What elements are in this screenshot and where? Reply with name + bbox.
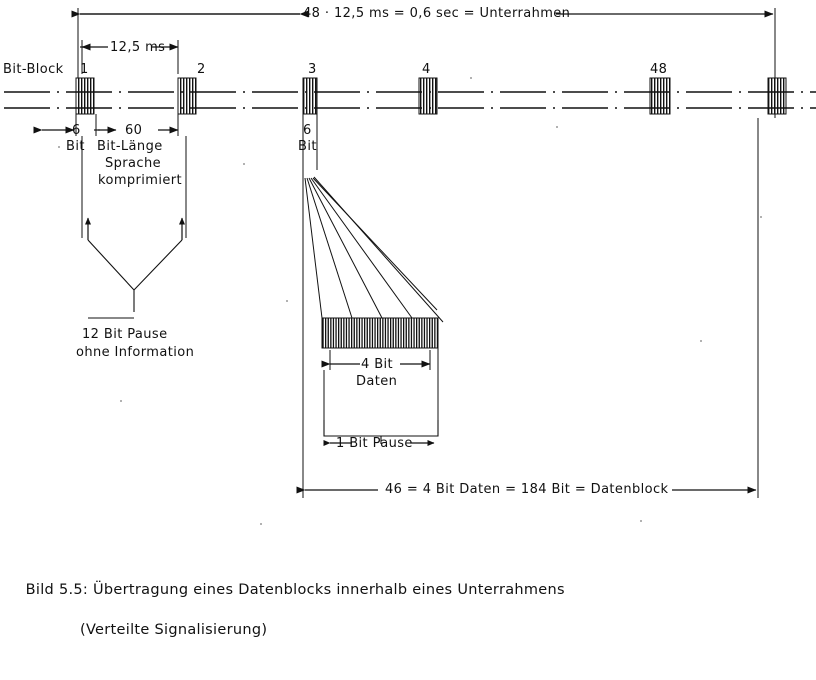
scan-speck	[470, 77, 472, 79]
figure-caption	[6, 560, 806, 680]
baseline-rails	[4, 92, 816, 108]
scan-speck	[700, 340, 702, 342]
expanded-data-block	[322, 318, 438, 348]
label-block-1: 1	[80, 62, 89, 77]
label-sixty: 60	[125, 123, 143, 138]
label-bit-length: Bit-Länge	[97, 139, 163, 154]
label-bit-left: Bit	[66, 139, 85, 154]
scan-speck	[556, 126, 558, 128]
label-pause-12bit: 12 Bit Pause	[82, 327, 168, 342]
label-datablock-sum: 46 = 4 Bit Daten = 184 Bit = Datenblock	[385, 482, 669, 497]
label-block-4: 4	[422, 62, 431, 77]
label-data: Daten	[356, 374, 398, 389]
scan-speck	[120, 400, 122, 402]
label-bit-block: Bit-Block	[3, 62, 64, 77]
scan-speck	[640, 520, 642, 522]
scan-speck	[58, 146, 60, 148]
label-4bit: 4 Bit	[361, 357, 394, 372]
label-pause-no-information: ohne Information	[76, 345, 195, 360]
label-slot-duration: 12,5 ms	[110, 40, 166, 55]
dimension-6bit-left	[42, 114, 178, 136]
label-block-48: 48	[650, 62, 668, 77]
label-six-left: 6	[72, 123, 81, 138]
scan-speck	[760, 216, 762, 218]
label-six-right: 6	[303, 123, 312, 138]
label-block-2: 2	[197, 62, 206, 77]
label-block-3: 3	[308, 62, 317, 77]
caption-line-1: Bild 5.5: Übertragung eines Datenblocks innerhalb eines Unterrahmens	[25, 582, 565, 598]
label-subframe-total: 48 · 12,5 ms = 0,6 sec = Unterrahmen	[303, 6, 571, 21]
label-pause-1bit: 1 Bit Pause	[336, 436, 413, 451]
label-compressed: komprimiert	[98, 173, 183, 188]
label-speech: Sprache	[105, 156, 161, 171]
scan-speck	[243, 163, 245, 165]
scan-speck	[260, 523, 262, 525]
caption-line-2: (Verteilte Signalisierung)	[80, 622, 268, 638]
label-bit-right: Bit	[298, 139, 317, 154]
bit-blocks	[76, 78, 786, 114]
scan-speck	[286, 300, 288, 302]
expansion-fan	[305, 177, 443, 322]
